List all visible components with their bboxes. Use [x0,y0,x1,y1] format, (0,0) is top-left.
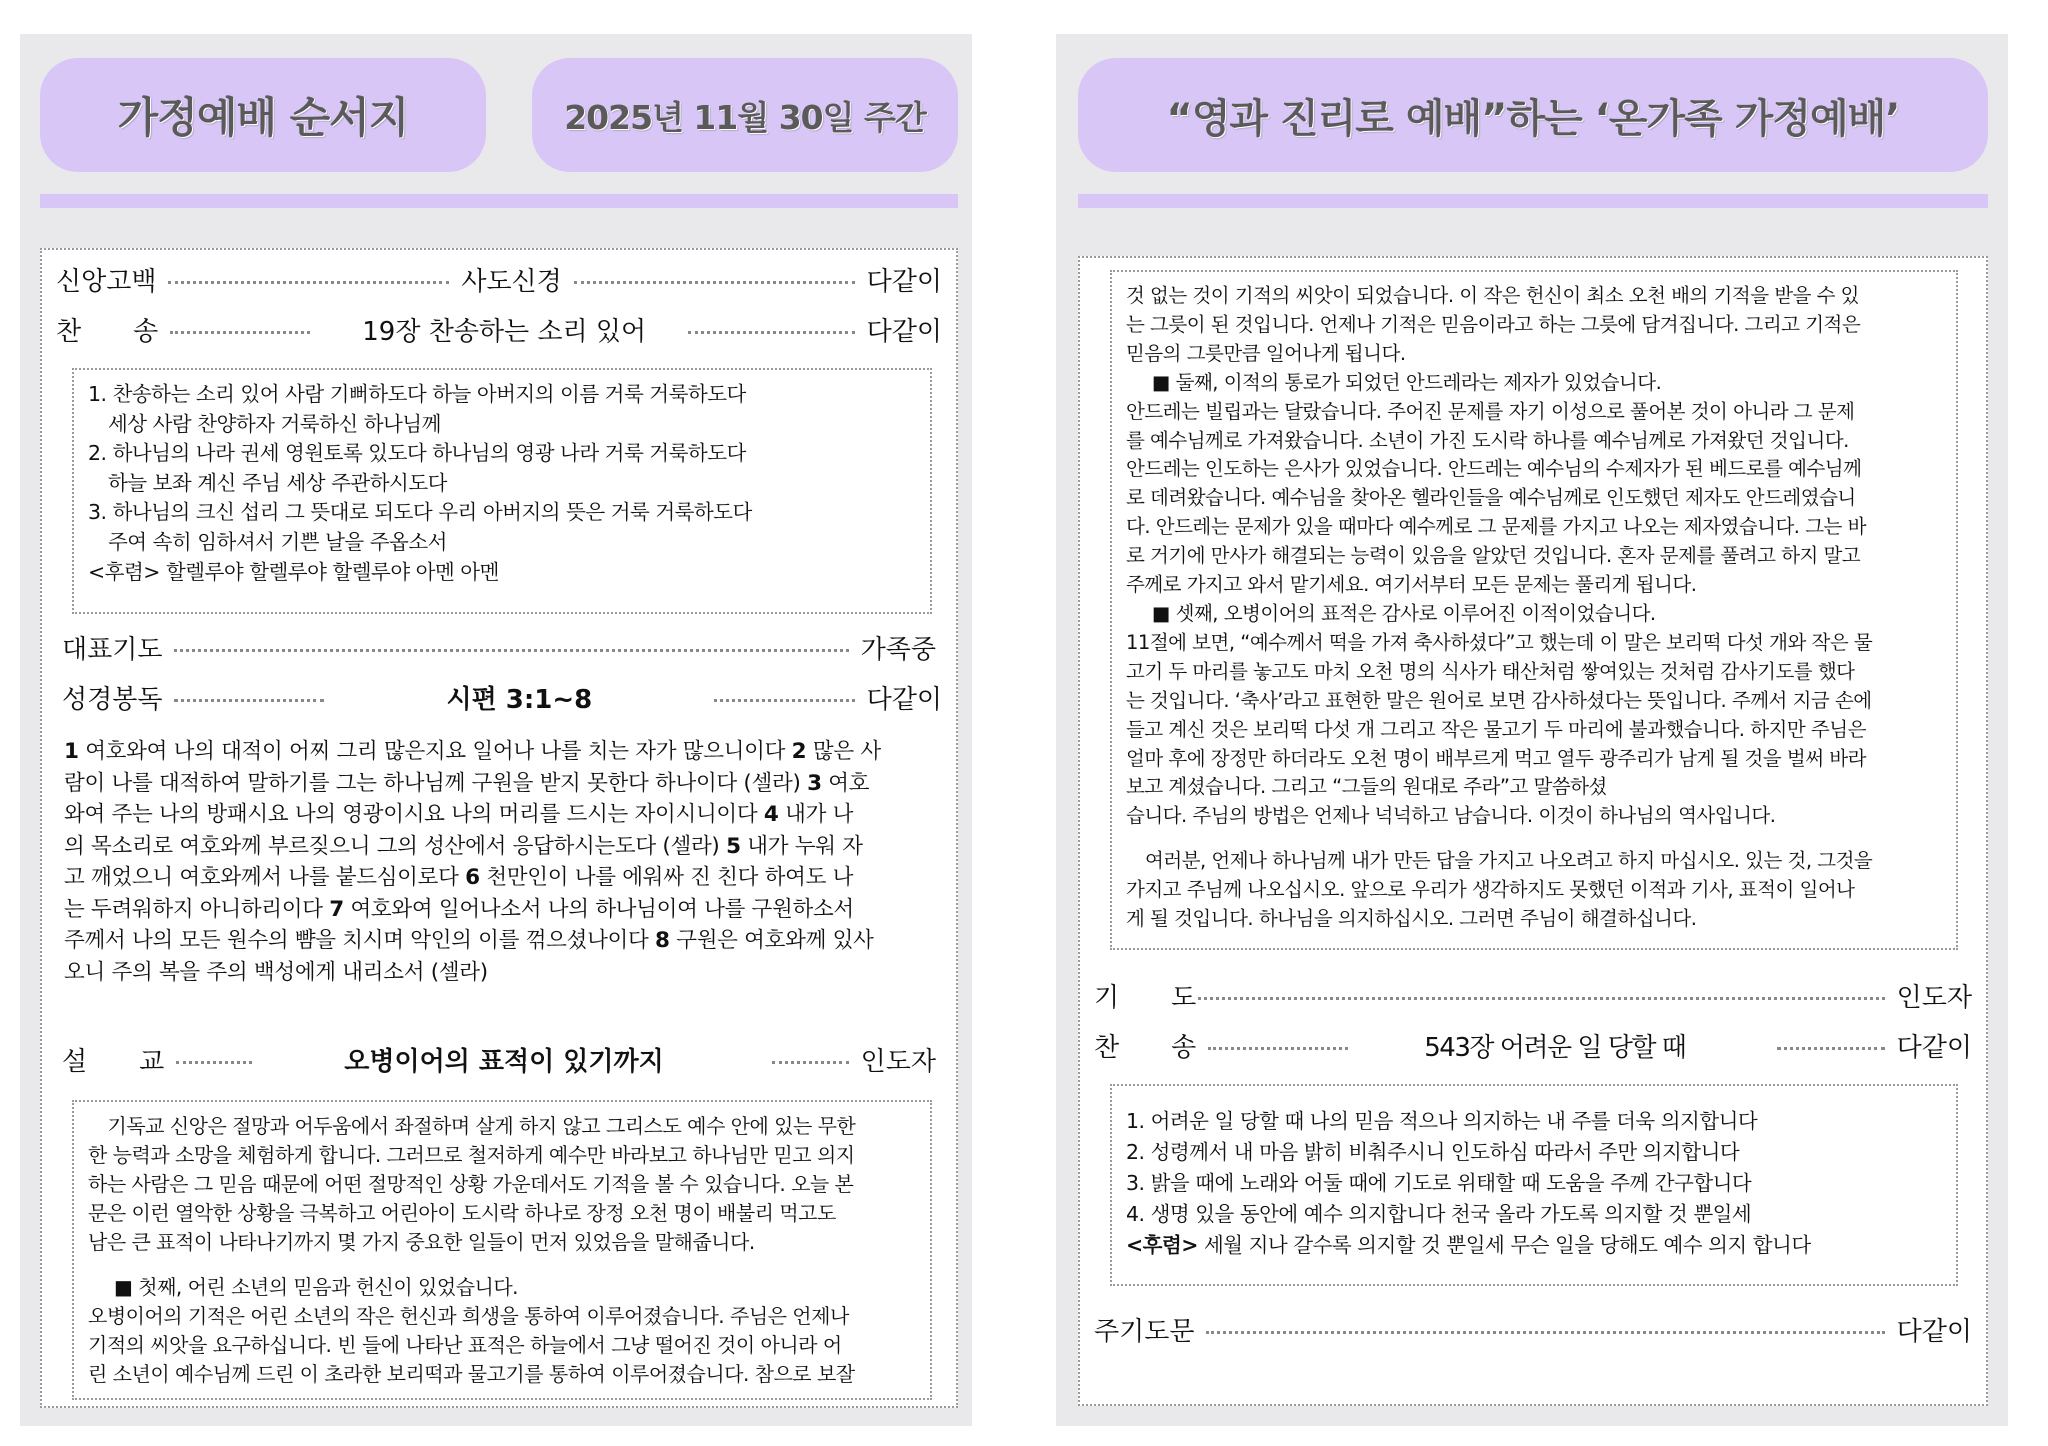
verse-number: 2 [791,739,807,764]
lyric-line: 1. 어려운 일 당할 때 나의 믿음 적으나 의지하는 내 주를 더욱 의지합니다 [1126,1109,1758,1133]
row-sermon [62,1042,936,1076]
date-badge: 2025년 11월 30일 주간 [532,58,958,172]
order-of-service [40,248,958,1408]
psalm-line [64,925,944,957]
text-line: 는 것입니다. ‘축사’라고 표현한 말은 원어로 보면 감사하셨다는 뜻입니다. 주께서 지금 손에 [1126,688,1872,712]
verse-text: 내가 누워 자 [740,833,863,859]
lyric-line: 2. 하나님의 나라 권세 영원토록 있도다 하나님의 영광 나라 거룩 거룩하도다 [88,441,746,466]
row-leader: 인도자 [860,1046,936,1077]
dotted-leader [1198,997,1884,1000]
title-underline [1078,194,1988,208]
text-line: 로 데려왔습니다. 예수님을 찾아온 헬라인들을 예수님께로 인도했던 제자도 안드레였습니 [1126,486,1856,510]
psalm-line [64,799,944,831]
refrain-text: 세월 지나 갈수록 의지할 것 뿐일세 무슨 일을 당해도 예수 의지 합니다 [1197,1233,1811,1257]
row-label: 대표기도 [62,634,163,665]
dotted-leader [174,649,848,652]
text-line [1126,831,1942,847]
sermon-text-box [72,1100,932,1400]
verse-text: 여호 [821,770,870,796]
text-line: 문은 이런 열악한 상황을 극복하고 어린아이 도시락 하나로 장정 오천 명이 배불리 먹고도 [88,1201,836,1225]
text-line: 들고 계신 것은 보리떡 다섯 개 그리고 작은 물고기 두 마리에 불과했습니다. 하지만 주님은 [1126,717,1866,741]
text-line: 11절에 보면, “예수께서 떡을 가져 축사하셨다”고 했는데 이 말은 보리떡 다섯 개와 작은 물 [1126,630,1873,654]
sermon-continued-box [1110,270,1958,950]
row-leader: 다같이 [866,316,942,347]
row-prayer [1094,978,1972,1012]
verse-number: 7 [329,896,344,922]
text-line: 린 소년이 예수님께 드린 이 초라한 보리떡과 물고기를 통하여 이루어졌습니다. 참으로 보잘 [88,1362,855,1386]
lyric-line: 3. 밝을 때에 노래와 어둘 때에 기도로 위태할 때 도움을 주께 간구합니다 [1126,1171,1752,1195]
text-line: 를 예수님께로 가져왔습니다. 소년이 가진 도시락 하나를 예수님께로 가져왔던 것입니다. [1126,428,1849,452]
row-leader: 다같이 [866,684,942,715]
verse-text: 많은 사 [806,739,881,764]
page-title: 가정예배 순서지 [40,58,486,172]
psalm-line [64,894,944,926]
lyric-refrain [1126,1230,1942,1261]
refrain-label: <후렴> [1126,1233,1198,1257]
title-underline [40,194,958,208]
verse-number: 8 [655,928,670,953]
hymn-lyrics-box [72,368,932,614]
lyric-refrain: <후렴> 할렐루야 할렐루야 할렐루야 아멘 아멘 [88,559,499,584]
section-heading: ■ 둘째, 이적의 통로가 되었던 안드레라는 제자가 있었습니다. [1152,370,1662,394]
dotted-leader [714,699,854,702]
sermon-title: 오병이어의 표적이 있기까지 [344,1046,664,1077]
row-label: 성경봉독 [62,684,163,715]
row-prayer [62,630,936,664]
verse-text: 는 두려워하지 아니하리이다 [64,896,330,922]
text-line: 주께로 가지고 와서 맡기세요. 여기서부터 모든 문제는 풀리게 됩니다. [1126,573,1697,597]
text-line: 는 그릇이 된 것입니다. 언제나 기적은 믿음이라고 하는 그릇에 담겨집니다. 그리고 기적은 [1126,312,1861,336]
row-label: 설 교 [62,1046,165,1077]
text-line: 기독교 신앙은 절망과 어두움에서 좌절하며 살게 하지 않고 그리스도 예수 안에 있는 무한 [88,1114,856,1138]
text-line: 것 없는 것이 기적의 씨앗이 되었습니다. 이 작은 헌신이 최소 오천 배의 기적을 받을 수 있 [1126,284,1859,307]
psalm-line [64,957,944,989]
scripture-reference: 시편 3:1~8 [446,684,593,715]
text-line: 안드레는 빌립과는 달랐습니다. 주어진 문제를 자기 이성으로 풀어본 것이 아니라 그 문제 [1126,399,1855,423]
row-leader: 다같이 [1896,1032,1972,1063]
verse-text: 구원은 여호와께 있사 [669,928,874,953]
text-line: 한 능력과 소망을 체험하게 합니다. 그러므로 철저하게 예수만 바라보고 하나님만 믿고 의지 [88,1143,855,1167]
verse-text: 람이 나를 대적하여 말하기를 그는 하나님께 구원을 받지 못한다 하나이다 (셀라) [64,770,808,796]
text-line: 안드레는 인도하는 은사가 있었습니다. 안드레는 예수님의 수제자가 된 베드로를 예수님께 [1126,457,1862,481]
row-label: 찬 송 [1094,1032,1197,1063]
lyric-line: 세상 사람 찬양하자 거룩하신 하나님께 [108,411,441,436]
text-line: 고기 두 마리를 놓고도 마치 오천 명의 식사가 태산처럼 쌓여있는 것처럼 감사기도를 했다 [1126,659,1855,683]
text-line: 보고 계셨습니다. 그리고 “그들의 원대로 주라”고 말씀하셨 [1126,775,1607,799]
hymn-lyrics-box [1110,1084,1958,1286]
row-label: 찬 송 [56,316,159,347]
lyric-line: 3. 하나님의 크신 섭리 그 뜻대로 되도다 우리 아버지의 뜻은 거룩 거룩하도다 [88,500,752,525]
text-line: 게 될 것입니다. 하나님을 의지하십시오. 그러면 주님이 해결하십니다. [1126,907,1697,931]
section-heading: ■ 셋째, 오병이어의 표적은 감사로 이루어진 이적이었습니다. [1152,601,1656,625]
right-page [1056,34,2008,1426]
verse-text: 와여 주는 나의 방패시요 나의 영광이시요 나의 머리를 드시는 자이시니이다 [64,802,764,827]
row-content: 19장 찬송하는 소리 있어 [362,316,647,347]
verse-number: 5 [726,833,741,859]
row-content: 543장 어려운 일 당할 때 [1424,1032,1686,1063]
dotted-leader [176,1061,252,1064]
row-content: 사도신경 [461,266,562,297]
psalm-line [64,736,944,768]
row-leader: 가족중 [860,634,936,665]
row-label: 신앙고백 [56,266,157,297]
psalm-line [64,768,944,800]
verse-text: 주께서 나의 모든 원수의 뺨을 치시며 악인의 이를 꺾으셨나이다 [64,928,656,953]
verse-text: 여호와여 나의 대적이 어찌 그리 많은지요 일어나 나를 치는 자가 많으니이다 [78,739,792,764]
row-leader: 다같이 [866,266,943,297]
text-line: 로 거기에 만사가 해결되는 능력이 있음을 알았던 것입니다. 혼자 문제를 풀려고 하지 말고 [1126,544,1861,568]
text-line: 남은 큰 표적이 나타나기까지 몇 가지 중요한 일들이 먼저 있었음을 말해줍니다. [88,1230,755,1254]
row-reading [62,680,942,714]
verse-text: 고 깨었으니 여호와께서 나를 붙드심이로다 [64,865,466,890]
dotted-leader [1206,1331,1884,1334]
dotted-leader [1777,1047,1884,1050]
dotted-leader [168,281,449,284]
text-line: 기적의 씨앗을 요구하십니다. 빈 들에 나타난 표적은 하늘에서 그냥 떨어진 것이 아니라 어 [88,1333,842,1357]
verse-text: 천만인이 나를 에워싸 진 친다 하여도 나 [479,865,854,890]
dotted-leader [1208,1047,1348,1050]
row-leader: 인도자 [1896,982,1972,1013]
lyric-line: 하늘 보좌 계신 주님 세상 주관하시도다 [108,470,447,495]
row-lords-prayer [1094,1312,1972,1346]
text-line: 다. 안드레는 문제가 있을 때마다 예수께로 그 문제를 가지고 나오는 제자였습니다. 그는 바 [1126,515,1866,539]
lyric-line: 주여 속히 임하셔서 기쁜 날을 주옵소서 [108,529,447,554]
verse-number: 4 [763,802,779,827]
dotted-leader [772,1061,849,1064]
verse-text: 내가 나 [778,802,854,827]
psalm-line [64,831,944,863]
lyric-line: 2. 성령께서 내 마음 밝히 비춰주시니 인도하심 따라서 주만 의지합니다 [1126,1140,1740,1164]
dotted-leader [170,331,310,334]
verse-text: 의 목소리로 여호와께 부르짖으니 그의 성산에서 응답하시는도다 (셀라) [64,833,727,859]
text-line: 여러분, 언제나 하나님께 내가 만든 답을 가지고 나오려고 하지 마십시오. 있는 것, 그것을 [1126,849,1873,873]
text-line: 얼마 후에 장정만 하더라도 오천 명이 배부르게 먹고 열두 광주리가 남게 될 것을 벌써 바라 [1126,746,1866,770]
row-creed [56,262,942,296]
row-hymn [56,312,942,346]
verse-number: 6 [465,865,480,890]
verse-text: 오니 주의 복을 주의 백성에게 내리소서 (셀라) [64,959,488,985]
order-of-service [1078,256,1988,1406]
row-hymn [1094,1028,1972,1062]
dotted-leader [688,331,854,334]
left-page [20,34,972,1426]
verse-text: 여호와여 일어나소서 나의 하나님이여 나를 구원하소서 [343,896,854,922]
psalm-text [64,736,944,988]
lyric-line: 1. 찬송하는 소리 있어 사람 기뻐하도다 하늘 아버지의 이름 거룩 거룩하도다 [88,382,746,406]
text-line: 습니다. 주님의 방법은 언제나 넉넉하고 남습니다. 이것이 하나님의 역사입니다. [1126,804,1776,828]
row-leader: 다같이 [1896,1316,1972,1347]
dotted-leader [174,699,324,702]
verse-number: 1 [64,739,79,764]
text-line: 오병이어의 기적은 어린 소년의 작은 헌신과 희생을 통하여 이루어졌습니다. 주님은 언제나 [88,1304,849,1328]
section-heading: ■ 첫째, 어린 소년의 믿음과 헌신이 있었습니다. [114,1275,519,1299]
text-line [88,1257,916,1273]
lyric-line: 4. 생명 있을 동안에 예수 의지합니다 천국 올라 가도록 의지할 것 뿐일세 [1126,1202,1752,1226]
banner-title: “영과 진리로 예배”하는 ‘온가족 가정예배’ [1078,58,1988,172]
text-line: 하는 사람은 그 믿음 때문에 어떤 절망적인 상황 가운데서도 기적을 볼 수 있습니다. 오늘 본 [88,1172,854,1196]
verse-number: 3 [807,770,822,796]
psalm-line [64,862,944,894]
row-label: 기 도 [1094,982,1197,1013]
text-line: 가지고 주님께 나오십시오. 앞으로 우리가 생각하지도 못했던 이적과 기사, 표적이 일어나 [1126,878,1855,902]
row-label: 주기도문 [1094,1316,1195,1347]
text-line: 믿음의 그릇만큼 일어나게 됩니다. [1126,341,1406,365]
dotted-leader [574,281,855,284]
